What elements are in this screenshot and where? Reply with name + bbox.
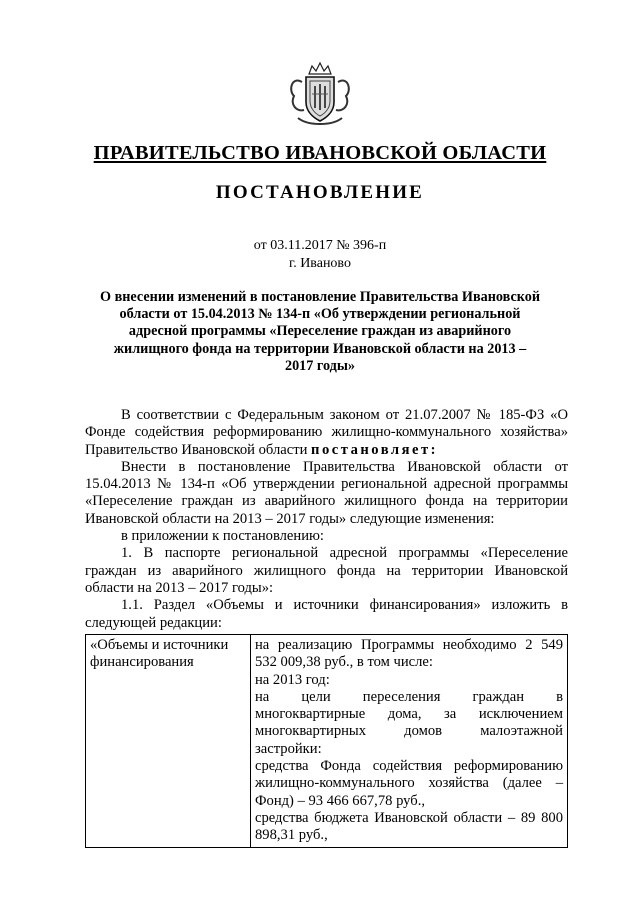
paragraph-item-1-1: 1.1. Раздел «Объемы и источники финансирования» изложить в следующей редакции: (85, 597, 568, 631)
table-cell-label: «Объемы и источники финансирования (86, 635, 251, 848)
government-name: ПРАВИТЕЛЬСТВО ИВАНОВСКОЙ ОБЛАСТИ (93, 142, 547, 164)
document-city: г. Иваново (289, 256, 351, 271)
document-type: ПОСТАНОВЛЕНИЕ (215, 182, 425, 203)
financing-table (85, 634, 568, 848)
table-cell-content (251, 635, 568, 848)
decree-word: постановляет: (311, 441, 438, 458)
financing-line: на 2013 год: (255, 671, 330, 688)
document-date-number: от 03.11.2017 № 396-п (253, 238, 387, 253)
preamble-text: В соответствии с Федеральным законом от 21.07.2007 № 185-ФЗ «О Фонде содействия реформированию жилищно-коммунального хозяйства» Правительство Ивановской области (85, 407, 568, 458)
document-title: О внесении изменений в постановление Правительства Ивановской области от 15.04.2013 № 134-п «Об утверждении региональной адресной программы «Переселение граждан из аварийного жилищного фонда на территории Ивановской области на 2013 – 2017 годы» (100, 289, 540, 374)
table-row (86, 635, 568, 848)
financing-line: средства бюджета Ивановской области – 89 800 898,31 руб., (255, 809, 563, 844)
coat-of-arms-icon (288, 60, 352, 128)
financing-line: на цели переселения граждан в многоквартирные дома, за исключением многоквартирных домов малоэтажной застройки: (255, 688, 563, 757)
paragraph-annex: в приложении к постановлению: (121, 528, 324, 545)
financing-line: средства Фонда содействия реформированию жилищно-коммунального хозяйства (далее – Фонд) – 93 466 667,78 руб., (255, 758, 563, 809)
paragraph-preamble (85, 407, 568, 459)
financing-line: на реализацию Программы необходимо 2 549 532 009,38 руб., в том числе: (255, 637, 563, 671)
document-body (85, 407, 568, 632)
paragraph-item-1: 1. В паспорте региональной адресной программы «Переселение граждан из аварийного жилищного фонда на территории Ивановской области на 2013 – 2017 годы»: (85, 545, 568, 596)
paragraph-amend: Внести в постановление Правительства Ивановской области от 15.04.2013 № 134-п «Об утверждении региональной адресной программы «Переселение граждан из аварийного жилищного фонда на территории Ивановской области на 2013 – 2017 годы» следующие изменения: (85, 458, 568, 527)
